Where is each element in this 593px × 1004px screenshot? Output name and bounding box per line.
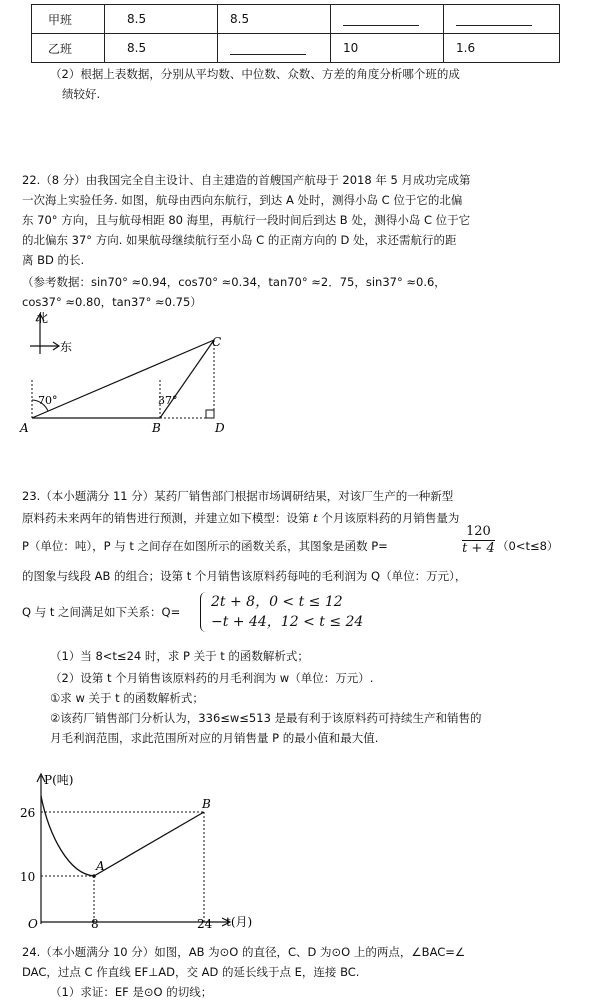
table-cell: 乙班 — [32, 34, 105, 63]
q23-text: 原料药未来两年的销售进行预测，并建立如下模型：设第 — [22, 511, 314, 525]
q22-line: 东 70° 方向，且与航母相距 80 海里，再航行一段时间后到达 B 处，测得小岛 C 位于它 — [22, 213, 471, 227]
point-B-label: B — [152, 421, 161, 435]
q23-text: 个月该原料药的月销售量为 — [317, 511, 460, 525]
angle-B-label: 37° — [158, 394, 178, 407]
table-cell: 8.5 — [105, 34, 218, 63]
y-tick-26: 26 — [20, 806, 36, 820]
y-axis-label: P(吨) — [44, 773, 74, 787]
q24-line: （1）求证：EF 是⊙O 的切线； — [50, 985, 213, 999]
table-row — [32, 5, 560, 34]
x-tick-24: 24 — [197, 917, 213, 931]
answer-blank — [343, 13, 419, 26]
table-cell: 8.5 — [218, 5, 331, 34]
q22-line: 22.（8 分）由我国完全自主设计、自主建造的首艘国产航母于 2018 年 5 月成功完成第 — [22, 173, 471, 187]
point-A-label: A — [20, 421, 29, 435]
table-cell-blank — [444, 5, 560, 34]
q24-line: DAC，过点 C 作直线 EF⊥AD，交 AD 的延长线于点 E，连接 BC. — [22, 965, 360, 979]
x-axis-label: t(月) — [226, 915, 253, 929]
q24-line: 24.（本小题满分 10 分）如图，AB 为⊙O 的直径，C、D 为⊙O 上的两点，∠BAC=∠ — [22, 945, 466, 959]
table-cell-blank — [218, 34, 331, 63]
score-table — [31, 4, 560, 63]
q23-variable-t: t — [313, 511, 318, 525]
point-B-label: B — [202, 797, 211, 811]
q22-line: 的北偏东 37° 方向. 如果航母继续航行至小岛 C 的正南方向的 D 处，求还需航行的距 — [22, 233, 457, 247]
piecewise-case2: −t + 44，12 < t ≤ 24 — [211, 614, 364, 630]
q22-line: 一次海上实验任务. 如图，航母由西向东航行，到达 A 处时，测得小岛 C 位于它的北偏 — [22, 193, 463, 207]
segment-AB — [94, 812, 204, 876]
point-D-label: D — [215, 421, 225, 435]
q23-part2b: ②该药厂销售部门分析认为，336≤w≤513 是最有利于该原料药可持续生产和销售的 — [50, 711, 482, 725]
table-cell: 8.5 — [105, 5, 218, 34]
north-label: 北 — [36, 311, 49, 325]
q23-line: 的图象与线段 AB 的组合；设第 t 个月销售该原料药每吨的毛利润为 Q（单位：万元）， — [22, 569, 467, 583]
answer-blank — [456, 13, 532, 26]
point-A — [92, 874, 96, 878]
q23-part2c: 月毛利润范围，求此范围所对应的月销售量 P 的最小值和最大值. — [50, 731, 379, 745]
q23-fraction — [462, 524, 495, 557]
q23-piecewise — [200, 592, 363, 632]
q21-part2-line2: 绩较好. — [62, 87, 101, 101]
fraction-numerator: 120 — [462, 524, 495, 541]
table-cell: 1.6 — [444, 34, 560, 63]
q23-part1: （1）当 8<t≤24 时，求 P 关于 t 的函数解析式； — [50, 649, 309, 663]
q22-line: cos37° ≈0.80，tan37° ≈0.75） — [22, 295, 202, 309]
table-cell-blank — [331, 5, 444, 34]
p-t-graph — [14, 766, 274, 936]
navigation-diagram — [18, 310, 238, 435]
q22-line: 离 BD 的长. — [22, 253, 85, 267]
point-C-label: C — [212, 335, 222, 349]
piecewise-case1: 2t + 8，0 < t ≤ 12 — [211, 594, 343, 610]
answer-blank — [230, 42, 306, 55]
q23-line: 23.（本小题满分 11 分）某药厂销售部门根据市场调研结果，对该厂生产的一种新型 — [22, 489, 454, 503]
y-tick-10: 10 — [20, 870, 36, 884]
right-angle-mark — [206, 410, 214, 418]
fraction-denominator: t + 4 — [462, 541, 495, 556]
q23-line: Q 与 t 之间满足如下关系：Q= — [22, 605, 181, 619]
table-row — [32, 34, 560, 63]
x-tick-8: 8 — [91, 917, 99, 931]
angle-A-label: 70° — [38, 394, 58, 407]
q23-part2a: ①求 w 关于 t 的函数解析式； — [50, 691, 204, 705]
q21-part2-line1: （2）根据上表数据，分别从平均数、中位数、众数、方差的角度分析哪个班的成 — [50, 67, 460, 81]
curve-segment — [41, 796, 94, 876]
table-cell: 10 — [331, 34, 444, 63]
table-cell: 甲班 — [32, 5, 105, 34]
point-A-label: A — [96, 859, 105, 873]
q23-domain: （0<t≤8） — [497, 539, 559, 553]
q22-line: （参考数据：sin70° ≈0.94，cos70° ≈0.34，tan70° ≈2．75，sin37° ≈0.6， — [22, 275, 446, 289]
east-label: 东 — [60, 340, 73, 354]
origin-label: O — [28, 917, 38, 931]
q23-part2: （2）设第 t 个月销售该原料药的月毛利润为 w（单位：万元）. — [50, 671, 374, 685]
q23-text: P（单位：吨），P 与 t 之间存在如图所示的函数关系，其图象是函数 P= — [22, 539, 388, 553]
